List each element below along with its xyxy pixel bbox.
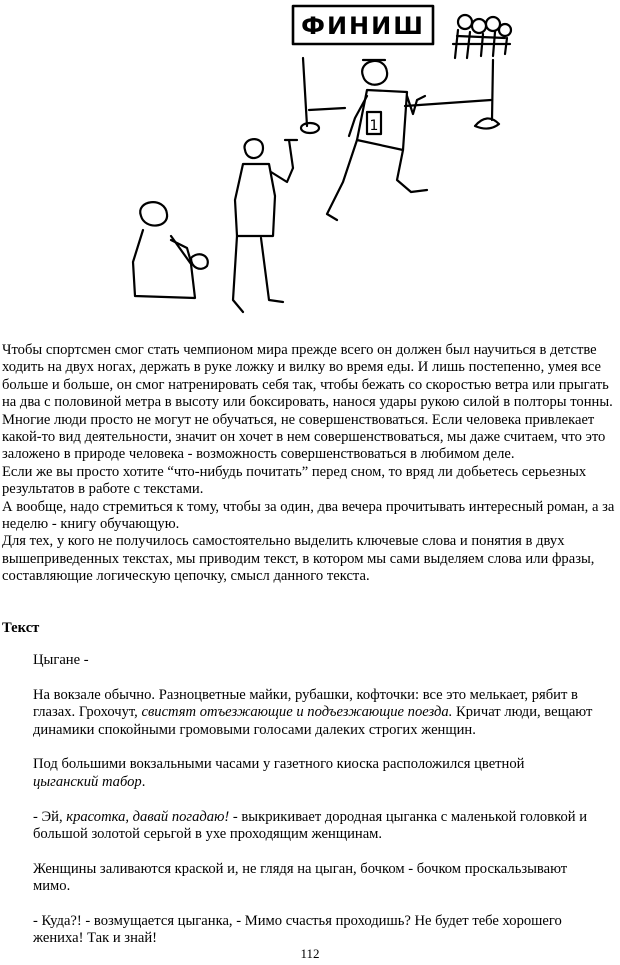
main-text xyxy=(2,342,616,586)
right-post xyxy=(492,60,493,120)
standing-man xyxy=(233,139,297,312)
sitting-figure xyxy=(133,202,208,298)
finish-line-illustration xyxy=(95,0,525,330)
section-heading: Текст xyxy=(2,620,40,636)
story-paragraph: - Эй, красотка, давай погадаю! - выкрикивает дородная цыганка с маленькой головкой и большой золотой серьгой в ухе проходящим женщинам. xyxy=(33,808,588,843)
finish-tape xyxy=(309,100,491,110)
story-title: Цыгане - xyxy=(33,652,89,668)
story-paragraph: На вокзале обычно. Разноцветные майки, рубашки, кофточки: все это мелькает, рябит в глазах. Грохочут, свистят отъезжающие и подъезжающие поезда. Кричат люди, вещают динамики спокойными громовыми голосами далеких строгих женщин. xyxy=(33,686,593,738)
finish-sign-text: ФИНИШ xyxy=(301,12,425,40)
story-paragraph: Женщины заливаются краской и, не глядя на цыган, бочком - бочком проскальзывают мимо. xyxy=(33,860,568,895)
paragraph: А вообще, надо стремиться к тому, чтобы за один, два вечера прочитывать интересный роман, а за неделю - книгу обучающую. xyxy=(2,498,615,533)
paragraph: Чтобы спортсмен смог стать чемпионом мира прежде всего он должен был научиться в детстве ходить на двух ногах, держать в руке ложку и вилку во время еды. И лишь постепенно, умея все больше и больше, он смог натренировать себя так, чтобы бежать со скоростью ветра или прыгать на два с половиной метра в высоту или боксировать, нанося удары рукою силой в полторы тонны. xyxy=(2,342,613,411)
story-paragraph: - Куда?! - возмущается цыганка, - Мимо счастья проходишь? Не будет тебе хорошего жениха! Так и знай! xyxy=(33,913,562,947)
page-number: 112 xyxy=(300,946,320,961)
spectators-crowd xyxy=(453,15,511,58)
paragraph: Для тех, у кого не получилось самостоятельно выделить ключевые слова и понятия в двух вышеприведенных текстах, мы приводим текст, в котором мы сами выделяем слова или фразы, составляющие логическую цепочку, смысл данного текста. xyxy=(2,533,595,585)
runner xyxy=(327,60,427,220)
paragraph: Многие люди просто не могут не обучаться, не совершенствоваться. Если человека привлекает какой-то вид деятельности, значит он хочет в нем совершенствоваться, мы даже считаем, что это заложено в природе человека - возможность совершенствоваться в любимом деле. xyxy=(2,411,606,463)
story-paragraph: Под большими вокзальными часами у газетного киоска расположился цветной цыганский табор. xyxy=(33,756,525,790)
paragraph: Если же вы просто хотите “что-нибудь почитать” перед сном, то вряд ли добьетесь серьезных результатов в работе с текстами. xyxy=(2,463,587,498)
story-text xyxy=(33,652,593,965)
left-post xyxy=(303,58,307,126)
runner-number: 1 xyxy=(369,118,379,134)
